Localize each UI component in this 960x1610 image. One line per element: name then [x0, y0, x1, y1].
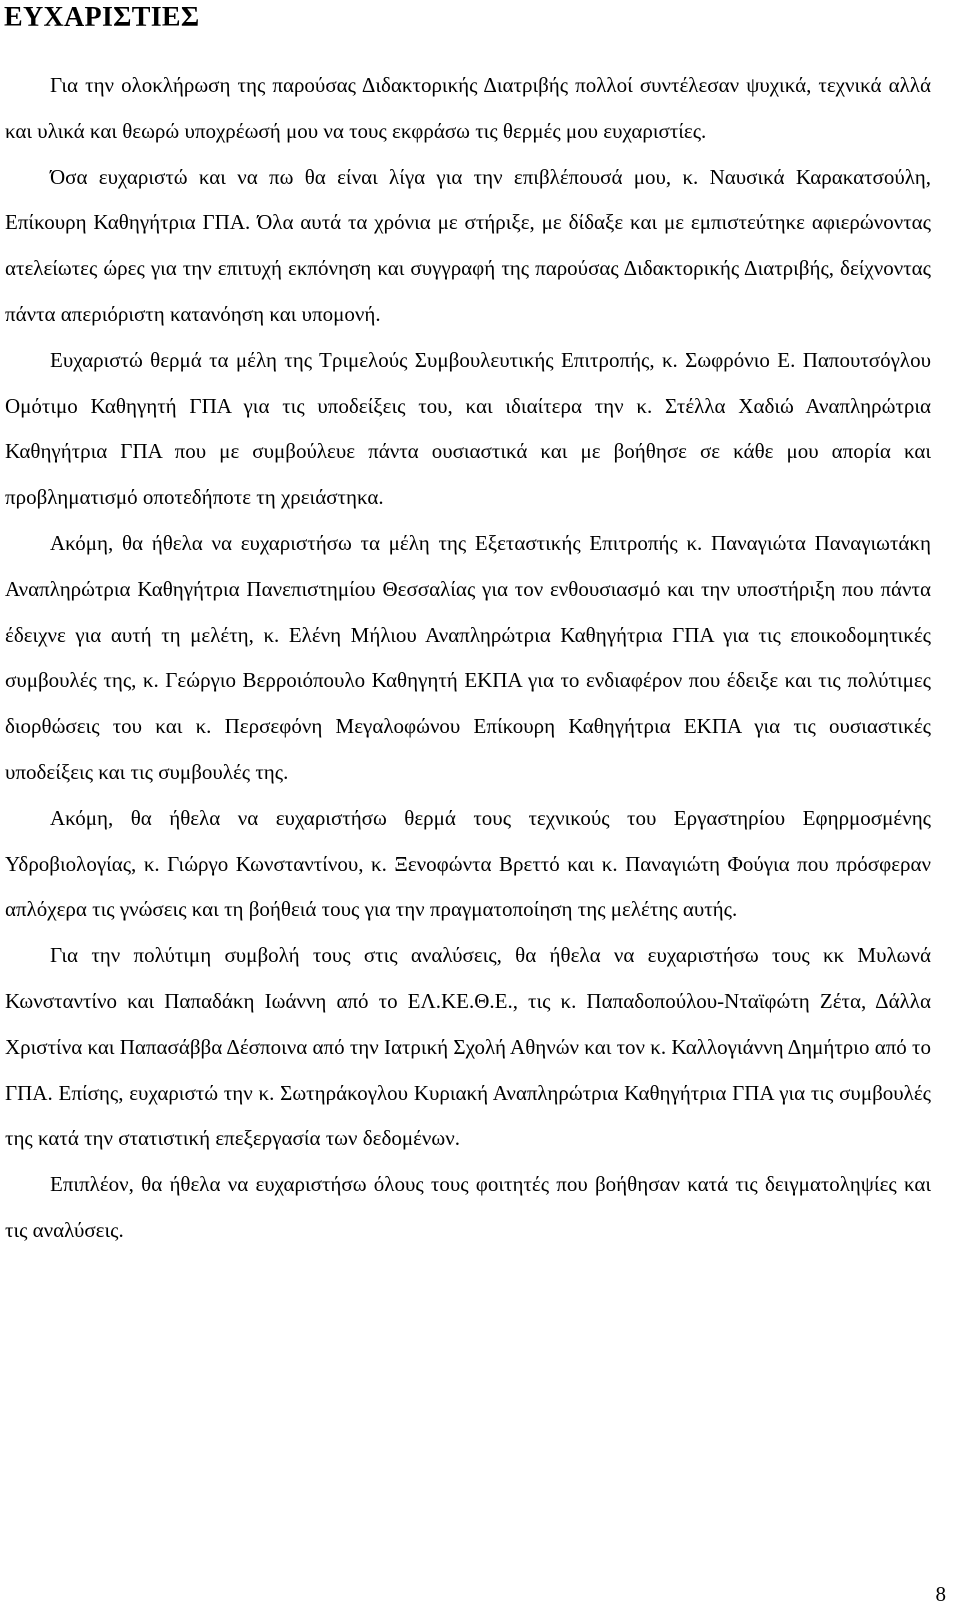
- paragraph-supervisor: Όσα ευχαριστώ και να πω θα είναι λίγα για την επιβλέπουσά μου, κ. Ναυσικά Καρακατσούλη, Επίκουρη Καθηγήτρια ΓΠΑ. Όλα αυτά τα χρόνια με στήριξε, με δίδαξε και με εμπιστεύτηκε αφιερώνοντας ατελείωτες ώρες για την επιτυχή εκπόνηση και συγγραφή της παρούσας Διδακτορικής Διατριβής, δείχνοντας πάντα απεριόριστη κατανόηση και υπομονή.: [5, 164, 931, 326]
- page-number: 8: [935, 1582, 946, 1606]
- paragraph-analyses: Για την πολύτιμη συμβολή τους στις αναλύσεις, θα ήθελα να ευχαριστήσω τους κκ Μυλωνά Κωνσταντίνο και Παπαδάκη Ιωάννη από το ΕΛ.ΚΕ.Θ.Ε., τις κ. Παπαδοπούλου-Νταϊφώτη Ζέτα, Δάλλα Χριστίνα και Παπασάββα Δέσποινα από την Ιατρική Σχολή Αθηνών και τον κ. Καλλογιάννη Δημήτριο από το ΓΠΑ. Επίσης, ευχαριστώ την κ. Σωτηράκογλου Κυριακή Αναπληρώτρια Καθηγήτρια ΓΠΑ για τις συμβουλές της κατά την στατιστική επεξεργασία των δεδομένων.: [5, 943, 931, 1151]
- acknowledgements-body: [5, 63, 931, 1254]
- paragraph-technicians: Ακόμη, θα ήθελα να ευχαριστήσω θερμά τους τεχνικούς του Εργαστηρίου Εφηρμοσμένης Υδροβιολογίας, κ. Γιώργο Κωνσταντίνου, κ. Ξενοφώντα Βρεττό και κ. Παναγιώτη Φούγια που πρόσφεραν απλόχερα τις γνώσεις και τη βοήθειά τους για την πραγματοποίηση της μελέτης αυτής.: [5, 805, 931, 922]
- paragraph-advisory-committee: Ευχαριστώ θερμά τα μέλη της Τριμελούς Συμβουλευτικής Επιτροπής, κ. Σωφρόνιο Ε. Παπουτσόγλου Ομότιμο Καθηγητή ΓΠΑ για τις υποδείξεις του, και ιδιαίτερα την κ. Στέλλα Χαδιώ Αναπληρώτρια Καθηγήτρια ΓΠΑ που με συμβούλευε πάντα ουσιαστικά και με βοήθησε σε κάθε μου απορία και προβληματισμό οποτεδήποτε τη χρειάστηκα.: [5, 347, 931, 510]
- paragraph-intro: Για την ολοκλήρωση της παρούσας Διδακτορικής Διατριβής πολλοί συντέλεσαν ψυχικά, τεχνικά αλλά και υλικά και θεωρώ υποχρέωσή μου να τους εκφράσω τις θερμές μου ευχαριστίες.: [5, 73, 931, 143]
- paragraph-students: Επιπλέον, θα ήθελα να ευχαριστήσω όλους τους φοιτητές που βοήθησαν κατά τις δειγματοληψίες και τις αναλύσεις.: [5, 1172, 931, 1242]
- paragraph-examination-committee: Ακόμη, θα ήθελα να ευχαριστήσω τα μέλη της Εξεταστικής Επιτροπής κ. Παναγιώτα Παναγιωτάκη Αναπληρώτρια Καθηγήτρια Πανεπιστημίου Θεσσαλίας για τον ενθουσιασμό και την υποστήριξη που πάντα έδειχνε για αυτή τη μελέτη, κ. Ελένη Μήλιου Αναπληρώτρια Καθηγήτρια ΓΠΑ για τις εποικοδομητικές συμβουλές της, κ. Γεώργιο Βερροιόπουλο Καθηγητή ΕΚΠΑ για το ενδιαφέρον που έδειξε και τις πολύτιμες διορθώσεις του και κ. Περσεφόνη Μεγαλοφώνου Επίκουρη Καθηγήτρια ΕΚΠΑ για τις ουσιαστικές υποδείξεις και τις συμβουλές της.: [5, 530, 931, 784]
- page-heading: ΕΥΧΑΡΙΣΤΙΕΣ: [4, 2, 200, 33]
